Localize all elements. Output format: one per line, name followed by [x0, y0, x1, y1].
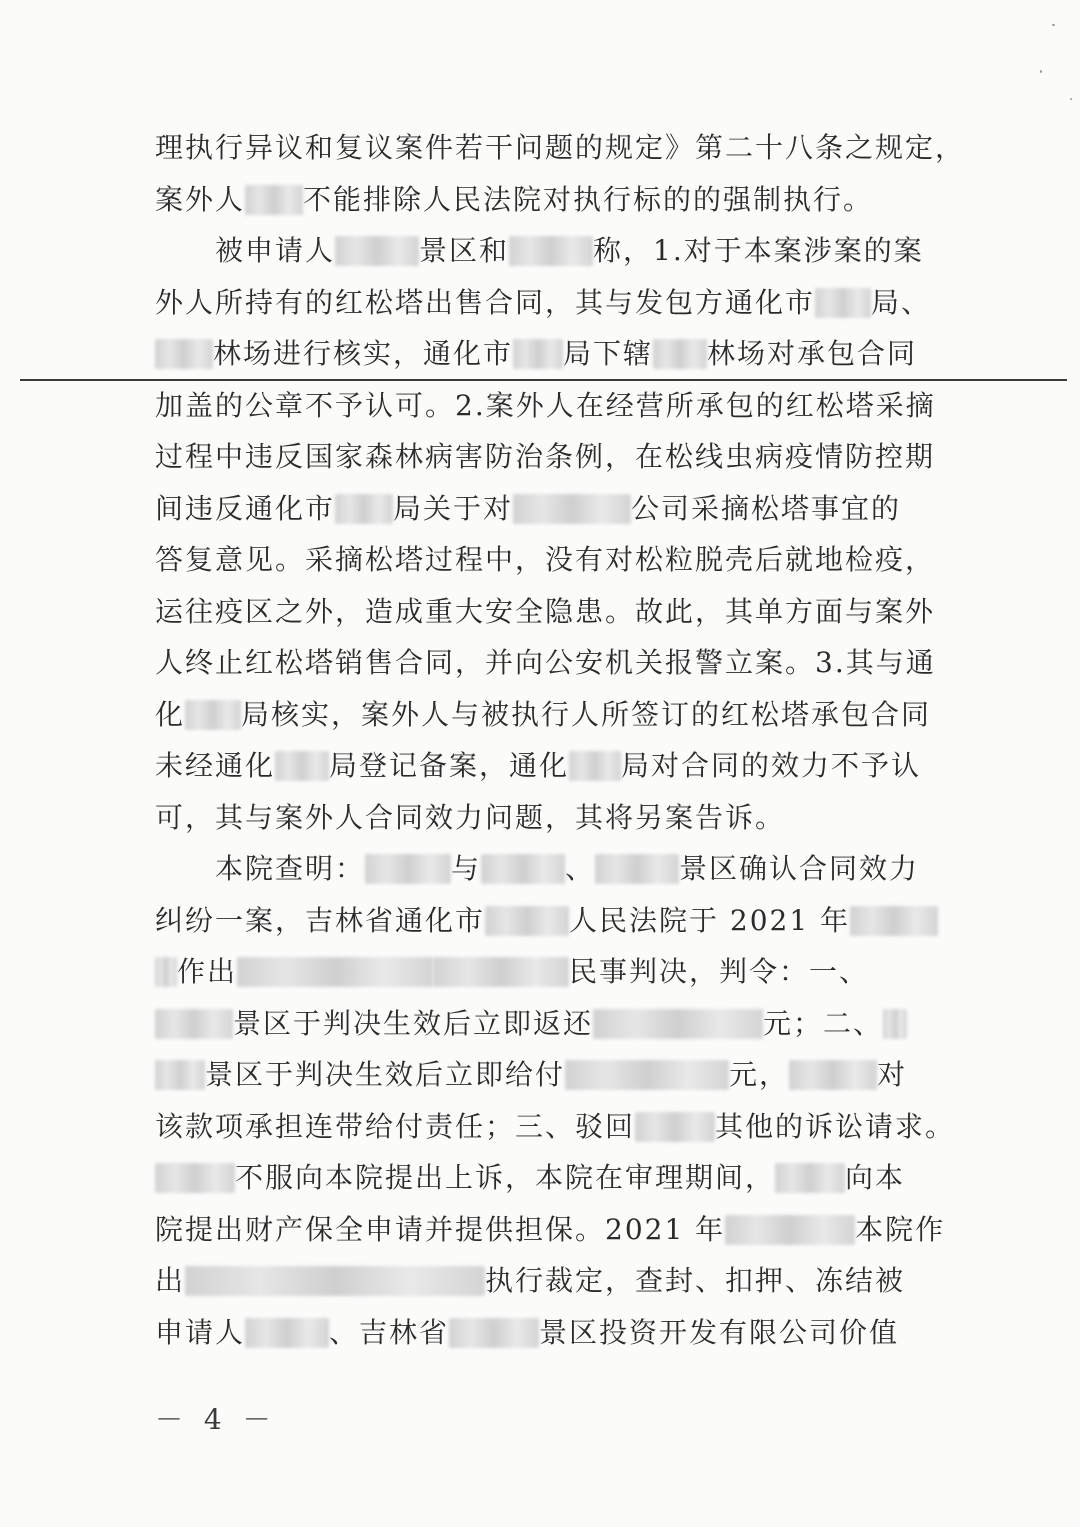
redacted-block [775, 1163, 845, 1193]
text-line [155, 180, 915, 220]
text-segment: 纠纷一案，吉林省通化市 [155, 903, 486, 937]
text-segment: 可，其与案外人合同效力问题，其将另案告诉。 [155, 800, 786, 834]
redacted-block [185, 1266, 485, 1296]
redacted-block [509, 236, 593, 266]
text-segment: 申请人 [155, 1315, 246, 1349]
text-line [155, 1158, 915, 1198]
redacted-block [245, 1318, 329, 1348]
text-segment: 间违反通化市 [155, 491, 336, 525]
text-segment: 局、 [871, 285, 932, 319]
text-segment: 过程中违反国家森林病害防治条例，在松线虫病疫情防控期 [155, 440, 936, 473]
redacted-block [335, 494, 393, 524]
redacted-block [883, 1009, 907, 1039]
text-segment: 该款项承担连带给付责任；三、驳回 [155, 1109, 636, 1143]
text-segment: 不能排除人民法院对执行标的的强制执行。 [303, 182, 874, 216]
text-segment: 运往疫区之外，造成重大安全隐患。故此，其单方面与案外 [155, 594, 936, 628]
text-segment: 本院查明： [155, 852, 366, 885]
redacted-block [481, 854, 565, 884]
text-line [155, 334, 918, 374]
redacted-block [513, 339, 563, 369]
redacted-block [335, 236, 419, 266]
redacted-block [245, 185, 303, 215]
text-segment: 理执行异议和复议案件若干问题的规定》第二十八条之规定， [155, 131, 966, 164]
text-segment: 对 [877, 1058, 908, 1091]
text-line [155, 437, 936, 477]
text-segment: 民事判决，判令：一、 [569, 955, 870, 988]
text-segment: 加盖的公章不予认可。2.案外人在经营所承包的红松塔采摘 [155, 388, 936, 422]
text-line [155, 1107, 956, 1147]
text-segment: 化 [155, 697, 186, 731]
text-segment: 其他的诉讼请求。 [715, 1109, 956, 1143]
text-segment: 局登记备案，通化 [329, 749, 570, 782]
redacted-block [725, 1215, 855, 1245]
text-segment: 本院作 [855, 1212, 946, 1246]
text-line [155, 1055, 915, 1095]
text-segment: 案外人 [155, 182, 246, 216]
text-line [155, 1004, 915, 1044]
redacted-block [653, 339, 707, 369]
redacted-block [595, 854, 679, 884]
redacted-block [155, 1009, 233, 1039]
scan-speck [1040, 70, 1042, 73]
redacted-block [789, 1060, 877, 1090]
text-line [155, 489, 915, 529]
redacted-block [513, 494, 631, 524]
text-segment: 作出 [177, 955, 238, 988]
text-line [155, 849, 920, 889]
redacted-block [155, 957, 177, 987]
redacted-block [155, 1163, 235, 1193]
text-segment: 称，1.对于本案涉案的案 [593, 234, 924, 267]
text-line [155, 695, 932, 735]
redacted-block [155, 1060, 205, 1090]
text-line [155, 283, 932, 323]
text-segment: 景区投资开发有限公司价值 [539, 1315, 900, 1349]
text-line [155, 231, 924, 271]
text-line [155, 1313, 915, 1353]
text-segment: 、吉林省 [329, 1315, 450, 1349]
redacted-block [485, 906, 569, 936]
text-segment: 元；二、 [763, 1006, 884, 1040]
redacted-block [449, 1318, 539, 1348]
text-segment: 景区确认合同效力 [679, 852, 920, 885]
text-line [155, 540, 936, 580]
text-line [155, 128, 966, 168]
text-line [155, 798, 915, 838]
text-line [155, 386, 936, 426]
text-segment: 不服向本院提出上诉，本院在审理期间， [235, 1161, 776, 1194]
page-number: － 4 － [155, 1403, 277, 1436]
text-segment: 未经通化 [155, 749, 276, 782]
redacted-block [275, 751, 329, 781]
text-segment: 局下辖 [563, 337, 654, 370]
text-segment: 人终止红松塔销售合同，并向公安机关报警立案。3.其与通 [155, 646, 936, 679]
text-line [155, 592, 936, 632]
text-line [155, 901, 915, 941]
text-segment: 向本 [845, 1161, 906, 1194]
text-segment: 林场对承包合同 [707, 337, 918, 370]
redacted-block [565, 1060, 729, 1090]
text-segment: 被申请人 [155, 234, 336, 267]
text-segment: 出 [155, 1264, 186, 1297]
text-segment: 景区于判决生效后立即给付 [205, 1058, 566, 1091]
text-segment: 、 [565, 852, 596, 885]
redacted-block [569, 751, 621, 781]
text-segment: 局对合同的效力不予认 [621, 749, 922, 782]
text-segment: 林场进行核实，通化市 [213, 337, 514, 370]
text-line [155, 746, 922, 786]
horizontal-rule [20, 379, 1067, 381]
redacted-block [850, 906, 938, 936]
text-segment: 人民法院于 2021 年 [569, 903, 851, 937]
redacted-block [155, 339, 213, 369]
redacted-block [185, 700, 241, 730]
text-segment: 院提出财产保全申请并提供担保。2021 年 [155, 1212, 726, 1246]
scan-speck [1070, 98, 1072, 100]
redacted-block [365, 854, 451, 884]
text-segment: 局核实，案外人与被执行人所签订的红松塔承包合同 [241, 697, 932, 731]
redacted-block [237, 957, 433, 987]
redacted-block [593, 1009, 763, 1039]
text-segment: 局关于对 [393, 491, 514, 525]
text-line [155, 1210, 946, 1250]
text-segment: 与 [451, 852, 482, 885]
text-line [155, 643, 936, 683]
text-segment: 景区和 [419, 234, 510, 267]
text-line [155, 1261, 915, 1301]
text-segment: 元， [729, 1058, 790, 1091]
text-line [155, 952, 915, 992]
redacted-block [433, 957, 569, 987]
text-segment: 答复意见。采摘松塔过程中，没有对松粒脱壳后就地检疫， [155, 543, 936, 576]
redacted-block [635, 1112, 715, 1142]
text-segment: 公司采摘松塔事宜的 [631, 491, 902, 525]
text-segment: 景区于判决生效后立即返还 [233, 1006, 594, 1040]
text-segment: 外人所持有的红松塔出售合同，其与发包方通化市 [155, 285, 816, 319]
redacted-block [815, 288, 871, 318]
scan-speck [1052, 24, 1055, 26]
text-segment: 执行裁定，查封、扣押、冻结被 [485, 1264, 906, 1297]
